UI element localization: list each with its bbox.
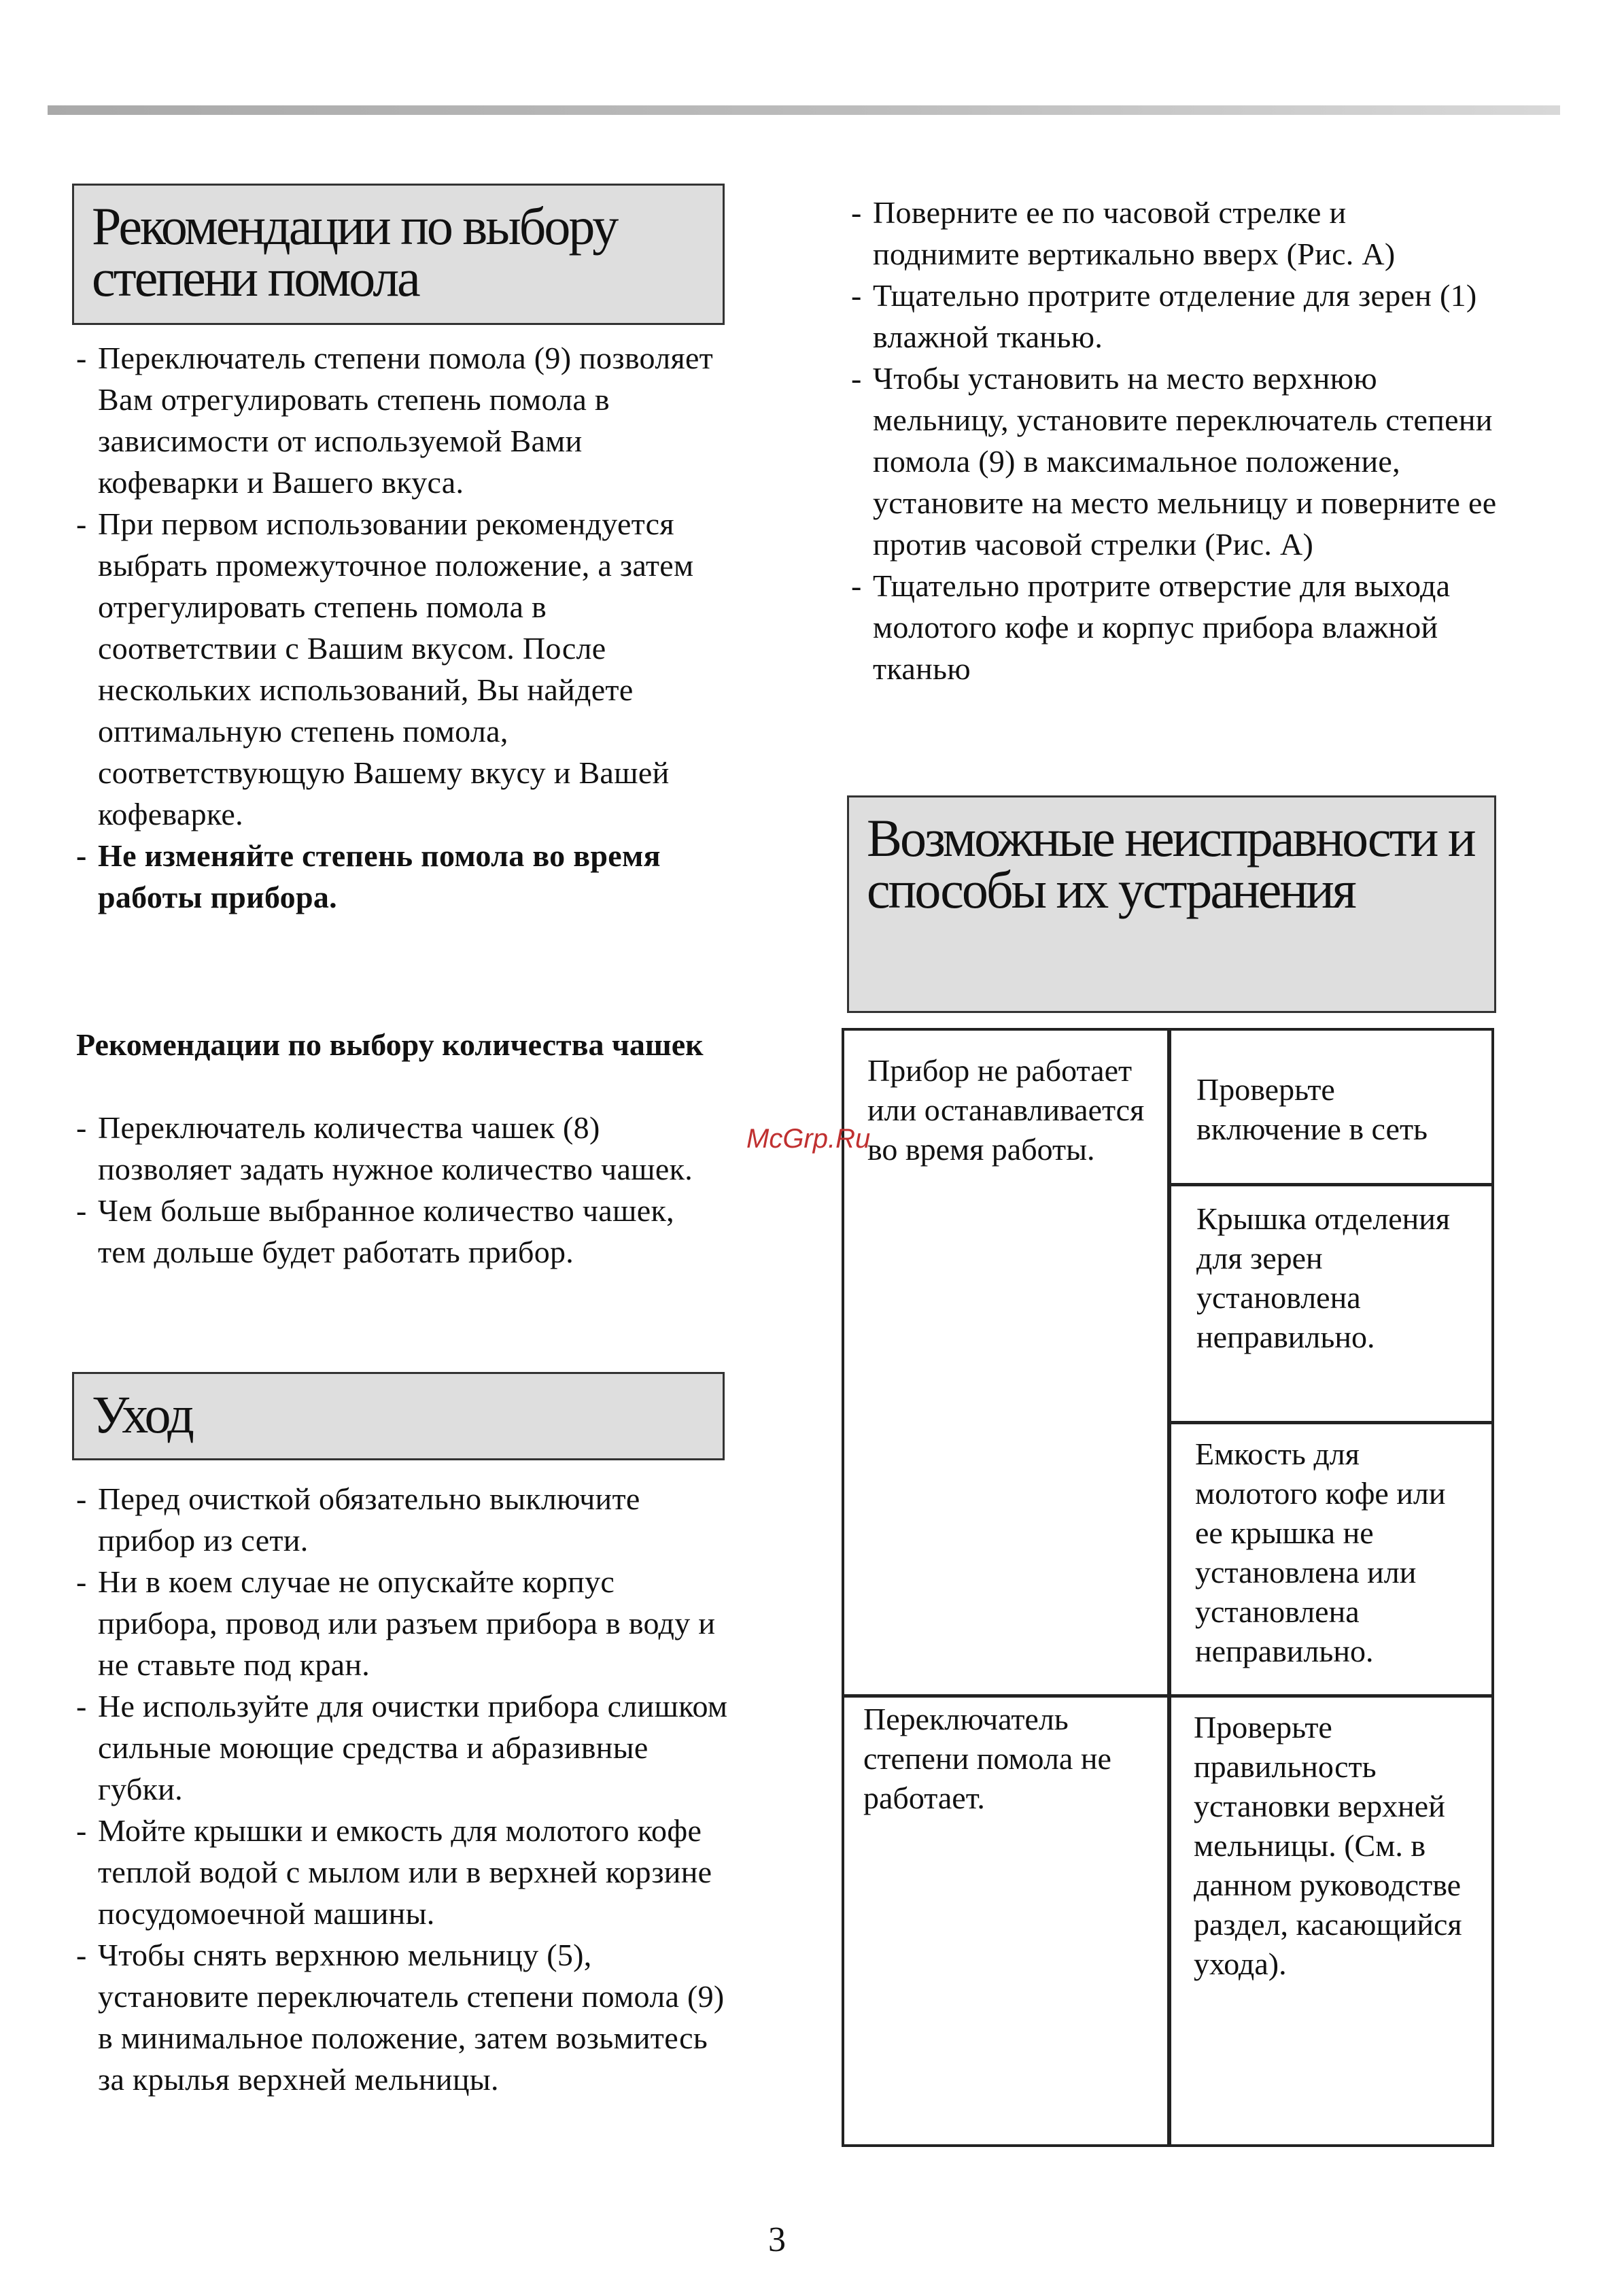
troubleshooting-heading: Возможные неисправности и способы их устранения xyxy=(847,795,1496,1013)
list-item: - Не используйте для очистки прибора слишком сильные моющие средства и абразивные губки. xyxy=(76,1685,729,1810)
cups-list xyxy=(76,1107,729,1273)
care-section-heading: Уход xyxy=(72,1372,725,1460)
list-item: - Переключатель степени помола (9) позволяет Вам отрегулировать степень помола в зависимости от используемой Вами кофеварки и Вашего вкуса. xyxy=(76,337,729,503)
list-item: - Чем больше выбранное количество чашек, тем дольше будет работать прибор. xyxy=(76,1190,729,1273)
table-divider xyxy=(842,1694,1494,1698)
list-item: - Ни в коем случае не опускайте корпус прибора, провод или разъем прибора в воду и не ставьте под кран. xyxy=(76,1561,729,1685)
page-number: 3 xyxy=(768,2220,786,2259)
list-item: - Поверните ее по часовой стрелке и поднимите вертикально вверх (Рис. А) xyxy=(851,192,1497,275)
cups-heading: Рекомендации по выбору количества чашек xyxy=(76,1027,704,1062)
list-item: - При первом использовании рекомендуется выбрать промежуточное положение, а затем отрегулировать степень помола в соответствии с Вашим вкусом. После нескольких использований, Вы найдете оптимальную степень помола, соответствующую Вашему вкусу и Вашей кофеварке. xyxy=(76,503,729,835)
solution-cell: Емкость для молотого кофе или ее крышка не установлена или установлена неправильно. xyxy=(1195,1437,1446,1668)
solution-cell: Проверьте включение в сеть xyxy=(1196,1072,1428,1146)
problem-cell: Прибор не работает или останавливается во время работы. xyxy=(867,1053,1145,1167)
list-item: - Перед очисткой обязательно выключите прибор из сети. xyxy=(76,1478,729,1561)
table-divider xyxy=(1169,1421,1494,1424)
problem-cell: Переключатель степени помола не работает. xyxy=(863,1702,1111,1815)
grind-section-heading: Рекомендации по выбору степени помола xyxy=(72,184,725,325)
table-divider xyxy=(1169,1183,1494,1186)
list-item: - Тщательно протрите отделение для зерен (1) влажной тканью. xyxy=(851,275,1497,358)
list-item: - Мойте крышки и емкость для молотого кофе теплой водой с мылом или в верхней корзине посудомоечной машины. xyxy=(76,1810,729,1934)
list-item: - Тщательно протрите отверстие для выхода молотого кофе и корпус прибора влажной тканью xyxy=(851,565,1497,689)
list-item: - Переключатель количества чашек (8) позволяет задать нужное количество чашек. xyxy=(76,1107,729,1190)
watermark: McGrp.Ru xyxy=(746,1124,871,1154)
list-item: - Чтобы снять верхнюю мельницу (5), установите переключатель степени помола (9) в минимальное положение, затем возьмитесь за крылья верхней мельницы. xyxy=(76,1934,729,2100)
solution-cell: Крышка отделения для зерен установлена неправильно. xyxy=(1196,1201,1451,1354)
care-list-continued xyxy=(851,192,1497,689)
grind-list xyxy=(76,337,729,918)
solution-cell: Проверьте правильность установки верхней мельницы. (См. в данном руководстве раздел, касающийся ухода). xyxy=(1194,1710,1462,1981)
list-item: - Не изменяйте степень помола во время работы прибора. xyxy=(76,835,729,918)
care-list xyxy=(76,1478,729,2100)
top-rule xyxy=(48,105,1560,115)
list-item: - Чтобы установить на место верхнюю мельницу, установите переключатель степени помола (9) в максимальное положение, установите на место мельницу и поверните ее против часовой стрелки (Рис. А) xyxy=(851,358,1497,565)
table-divider xyxy=(1167,1028,1171,2147)
